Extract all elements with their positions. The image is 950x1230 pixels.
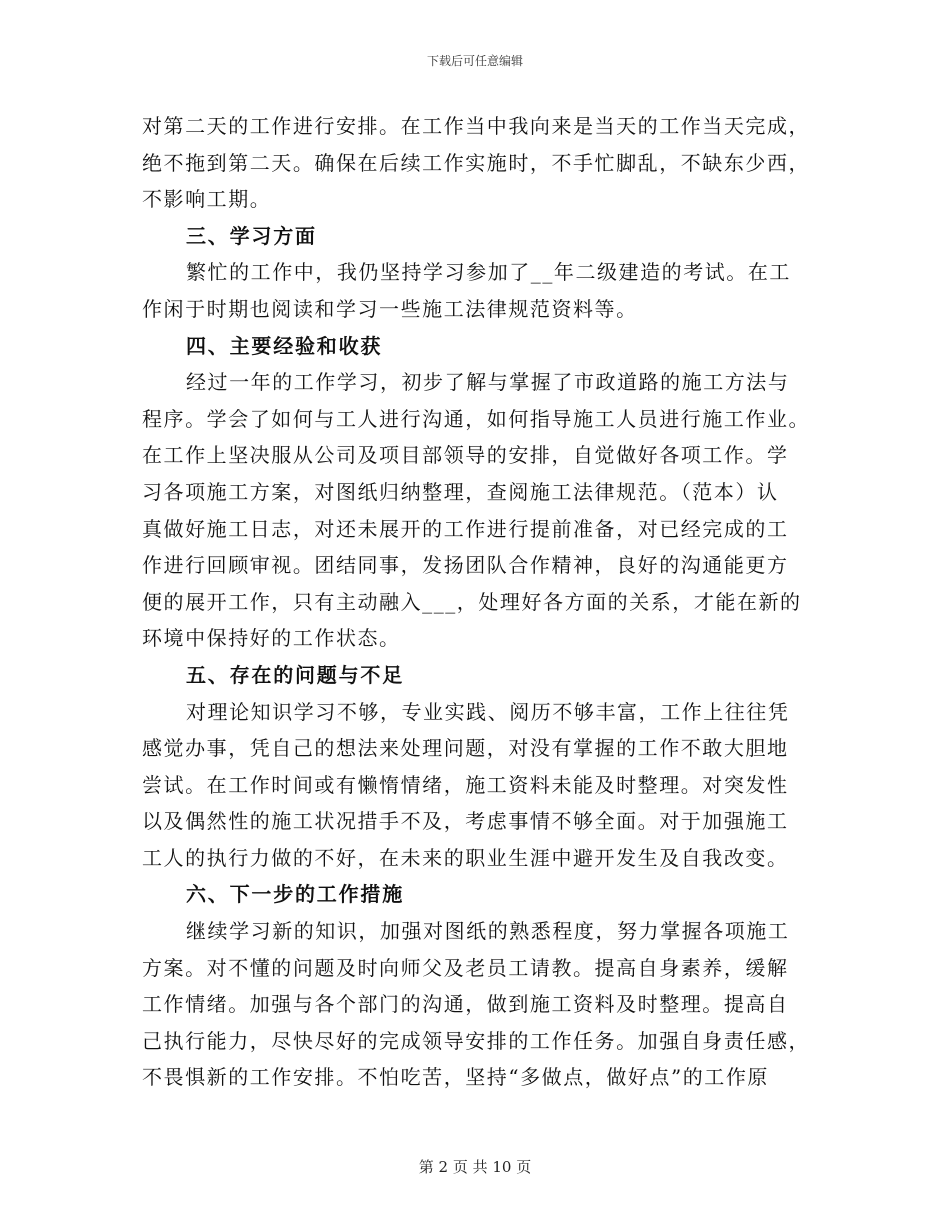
paragraph-line: 对理论知识学习不够，专业实践、阅历不够丰富，工作上往往凭	[186, 699, 790, 724]
paragraph-line: 不畏惧新的工作安排。不怕吃苦，坚持“多做点，做好点”的工作原	[142, 1065, 769, 1090]
paragraph-line: 繁忙的工作中，我仍坚持学习参加了__年二级建造的考试。在工	[186, 260, 791, 285]
paragraph-line: 在工作上坚决服从公司及项目部领导的安排，自觉做好各项工作。学	[142, 443, 789, 468]
paragraph-line: 尝试。在工作时间或有懒惰情绪，施工资料未能及时整理。对突发性	[142, 772, 789, 797]
paragraph-line: 己执行能力，尽快尽好的完成领导安排的工作任务。加强自身责任感，	[142, 1028, 811, 1053]
paragraph-line: 方案。对不懂的问题及时向师父及老员工请教。提高自身素养，缓解	[142, 955, 789, 980]
paragraph-line: 以及偶然性的施工状况措手不及，考虑事情不够全面。对于加强施工	[142, 809, 789, 834]
paragraph-line: 不影响工期。	[142, 187, 272, 212]
paragraph-line: 作闲于时期也阅读和学习一些施工法律规范资料等。	[142, 296, 638, 321]
paragraph-line: 环境中保持好的工作状态。	[142, 626, 401, 651]
paragraph-line: 习各项施工方案，对图纸归纳整理，查阅施工法律规范。（范本）认	[142, 479, 779, 504]
paragraph-line: 程序。学会了如何与工人进行沟通，如何指导施工人员进行施工作业。	[142, 406, 811, 431]
paragraph-line: 工人的执行力做的不好，在未来的职业生涯中避开发生及自我改变。	[142, 845, 789, 870]
document-body	[142, 108, 811, 1096]
paragraph-line: 便的展开工作，只有主动融入___，处理好各方面的关系，才能在新的	[142, 589, 802, 614]
paragraph-line: 对第二天的工作进行安排。在工作当中我向来是当天的工作当天完成，	[142, 114, 811, 138]
section-heading-next-steps: 六、下一步的工作措施	[186, 882, 404, 907]
paragraph-line: 工作情绪。加强与各个部门的沟通，做到施工资料及时整理。提高自	[142, 992, 789, 1017]
paragraph-line: 作进行回顾审视。团结同事，发扬团队合作精神，良好的沟通能更方	[142, 553, 789, 578]
paragraph-line: 经过一年的工作学习，初步了解与掌握了市政道路的施工方法与	[186, 370, 790, 395]
paragraph-line: 绝不拖到第二天。确保在后续工作实施时，不手忙脚乱，不缺东少西，	[142, 150, 811, 175]
paragraph-line: 继续学习新的知识，加强对图纸的熟悉程度，努力掌握各项施工	[186, 919, 790, 944]
page-number-footer: 第 2 页 共 10 页	[418, 1158, 532, 1176]
section-heading-problems: 五、存在的问题与不足	[186, 662, 404, 687]
section-heading-experience: 四、主要经验和收获	[186, 333, 383, 358]
page-header: 下载后可任意编辑	[426, 54, 523, 68]
section-heading-study: 三、学习方面	[186, 223, 317, 248]
paragraph-line: 真做好施工日志，对还未展开的工作进行提前准备，对已经完成的工	[142, 516, 789, 541]
paragraph-line: 感觉办事，凭自己的想法来处理问题，对没有掌握的工作不敢大胆地	[142, 736, 789, 761]
